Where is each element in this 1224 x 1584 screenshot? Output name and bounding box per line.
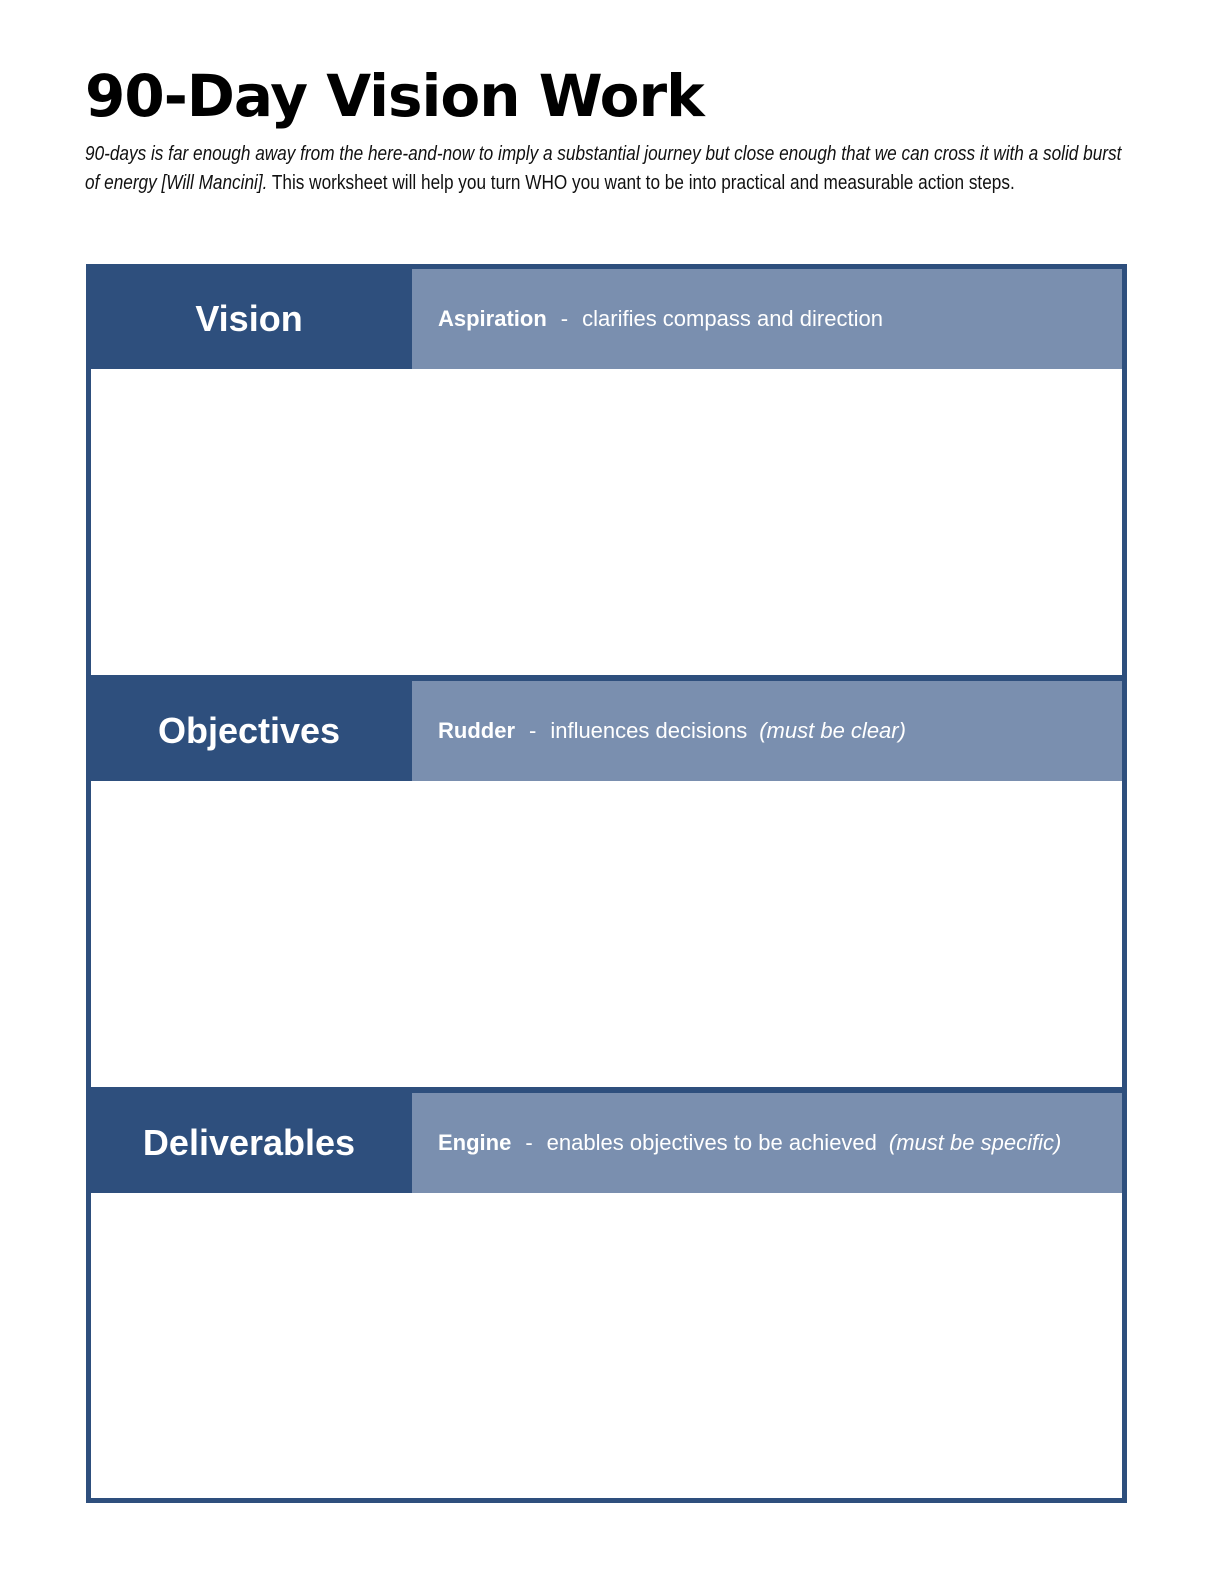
deliverables-title: Deliverables bbox=[86, 1093, 412, 1193]
objectives-keyword: Rudder bbox=[438, 718, 515, 743]
objectives-description-text: influences decisions bbox=[550, 718, 748, 743]
vision-description-text: clarifies compass and direction bbox=[582, 306, 883, 331]
objectives-input-area[interactable] bbox=[91, 781, 1122, 1087]
objectives-title: Objectives bbox=[86, 681, 412, 781]
deliverables-separator: - bbox=[525, 1130, 533, 1155]
deliverables-description-text: enables objectives to be achieved bbox=[546, 1130, 877, 1155]
vision-title: Vision bbox=[86, 269, 412, 369]
intro-quote: 90-days is far enough away from the here-and-now to imply a substantial journey but close enough that we can cross it with a solid burst of energy [Will Mancini]. bbox=[85, 143, 1122, 194]
objectives-note: (must be clear) bbox=[759, 718, 906, 743]
deliverables-input-area[interactable] bbox=[91, 1193, 1122, 1498]
worksheet-frame bbox=[86, 264, 1127, 1503]
vision-separator: - bbox=[560, 306, 569, 331]
intro-text: This worksheet will help you turn WHO you want to be into practical and measurable action steps. bbox=[267, 171, 1015, 194]
objectives-header bbox=[91, 681, 1122, 781]
deliverables-keyword: Engine bbox=[438, 1130, 512, 1155]
vision-header bbox=[91, 269, 1122, 369]
intro-paragraph bbox=[85, 140, 1125, 197]
vision-keyword: Aspiration bbox=[438, 306, 547, 331]
vision-description bbox=[438, 269, 883, 369]
vision-input-area[interactable] bbox=[91, 369, 1122, 675]
deliverables-header bbox=[91, 1093, 1122, 1193]
objectives-description bbox=[438, 681, 906, 781]
deliverables-description bbox=[438, 1093, 1061, 1193]
page-title: 90-Day Vision Work bbox=[85, 62, 704, 130]
objectives-separator: - bbox=[529, 718, 537, 743]
deliverables-note: (must be specific) bbox=[888, 1130, 1062, 1155]
